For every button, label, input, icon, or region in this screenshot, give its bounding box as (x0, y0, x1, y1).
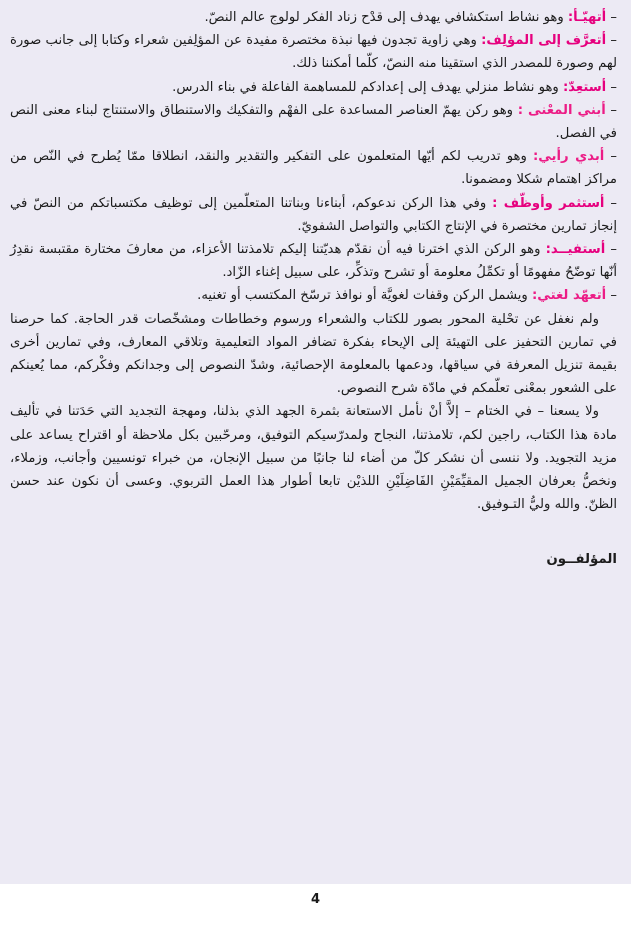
rubric-dash: – (610, 10, 617, 25)
rubric-item (10, 238, 617, 284)
rubric-item (10, 6, 617, 29)
rubric-dash: – (610, 33, 617, 49)
page-footer (0, 884, 631, 925)
rubric-dash: – (610, 149, 617, 165)
rubric-keyword: أتعرَّف إلى المؤلِف: (481, 33, 607, 49)
rubric-keyword: أستعِدّ: (562, 79, 607, 95)
signature-spacer (10, 516, 617, 538)
signature-spacer (10, 538, 617, 547)
rubric-body: ويشمل الركن وقفات لغويَّة أو نوافذ ترسّخ المكتسب أو تغنيه. (197, 288, 532, 304)
rubric-dash: – (610, 195, 617, 211)
rubric-item (10, 145, 617, 191)
rubric-body: وهو الركن الذي اخترنا فيه أن نقدّم هديّتنا إليكم تلامذتنا الأعزاء، من معارفَ مختارة مقتبسة نقدِرُ أنّها توضّحُ مفهومًا أو تكمِّلُ معلومة أو تشرح وتذكِّر، على سبيل إغناء الزّاد. (10, 242, 617, 281)
rubric-item (10, 284, 617, 307)
rubric-dash: – (610, 79, 617, 95)
rubric-keyword: أتهيّـأ: (567, 10, 607, 25)
rubric-item (10, 99, 617, 145)
rubric-body: وهو تدريب لكم أيّها المتعلمون على التفكير والتقدير والنقد، انطلاقا ممّا يُطرح في النّص من مراكز اهتمام شكلا ومضمونا. (10, 149, 617, 188)
rubric-item (10, 192, 617, 238)
rubric-body: وفي هذا الركن ندعوكم، أبناءنا وبناتنا المتعلّمين إلى توظيف مكتسباتكم من النصّ في إنجاز تمارين مختصرة في الإنتاج الكتابي والتواصل الشفويّ. (10, 195, 617, 234)
rubric-body: وهو نشاط استكشافي يهدف إلى قدْح زناد الفكر لولوج عالم النصّ. (204, 10, 568, 25)
authors-signature: المؤلفــون (546, 552, 617, 568)
rubric-dash: – (610, 242, 617, 258)
rubric-body: وهو ركن يهمّ العناصر المساعدة على الفهْم والتفكيك والاستنطاق والاستنتاج لبناء معنى النص في الفصل. (10, 102, 617, 142)
rubric-keyword: أستفيــد: (545, 242, 606, 258)
page-number: 4 (310, 892, 321, 907)
rubric-dash: – (610, 288, 617, 304)
closing-paragraph: ولا يسعنا – في الختام – إلاَّ أنْ نأمل الاستعانة بثمرة الجهد الذي بذلنا، ومهجة التجديد التي حَدَتنا في تأليف مادة هذا الكتاب، راجين لكم، تلامذتنا، النجاح ولمدرّسيكم التوفيق، ومرحّبين بكل ملاحظة أو اقتراح يساعد على مزيد التجويد. ولا ننسى أن نشكر كلّ من أضاء لنا جانبًا من سبيل الإنجان، من خبراء تونسيين وأجانب، وزملاء، ونخصُّ بعرفان الجميل المقيِّمَيْنِ الفَاضِلَيْنِ اللذيْن تابعا أطوار هذا العمل التربوي. وعسى أن نكون عند حسن الظنّ. والله وليُّ التـوفيق. (10, 404, 617, 513)
rubric-item (10, 29, 617, 75)
closing-paragraph: ولم نغفل عن تحْلية المحور بصور للكتاب والشعراء ورسوم وخطاطات ومشخّصات قدر الحاجة. كما حرصنا في تمارين التحفيز على التهيئة إلى الإيحاء بفكرة تضافر المواد التعليمية وتلاقي المعارف، وفي تمارين أخرى بقيمة تنزيل المعرفة في سياقها، ودعمها بالمعلومة الإحصائية، وشدّ النصوص إلى وجدانكم وفكْركم، مما يُعينكم على الشعور بمعْنى تعلّمكم في مادّة شرح النصوص. (10, 311, 617, 397)
rubric-dash: – (610, 102, 617, 118)
rubric-item (10, 76, 617, 99)
rubric-keyword: أستثمر وأوظّف : (492, 195, 605, 211)
rubric-body: وهو نشاط منزلي يهدف إلى إعدادكم للمساهمة الفاعلة في بناء الدرس. (172, 79, 563, 95)
rubric-keyword: أبني المعْنى : (517, 102, 606, 118)
rubric-keyword: أتعهّد لغتي: (531, 288, 607, 304)
rubric-body: وهي زاوية تجدون فيها نبذة مختصرة مفيدة عن المؤلِفين شعراء وكتابا إلى جانب صورة لهم وصورة للمصدر الذي استقينا منه النصّ، كلّما أمكننا ذلك. (10, 33, 617, 72)
rubric-keyword: أبدي رأيي: (532, 149, 605, 165)
